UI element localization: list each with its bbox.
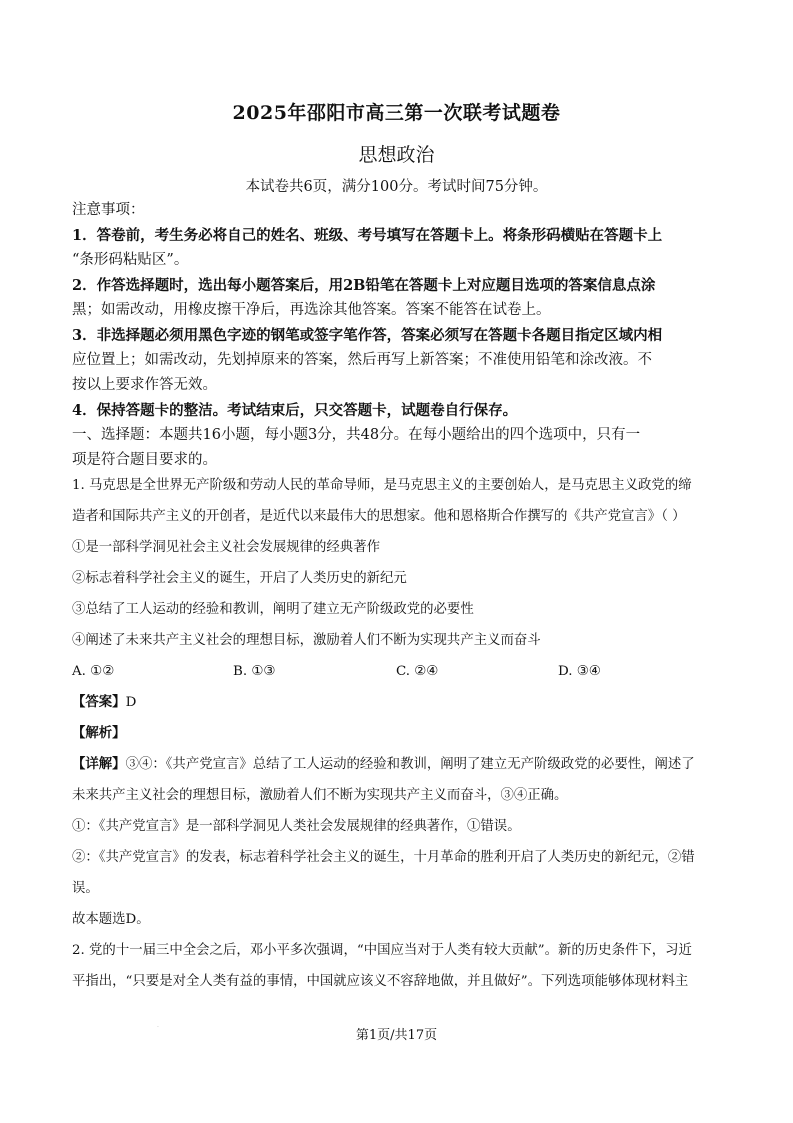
q1-options (72, 656, 724, 687)
page-footer: 第1页/共17页 (355, 1028, 438, 1043)
notice-4-line-1: 4．保持答题卡的整洁。考试结束后，只交答题卡，试题卷自行保存。 (72, 402, 518, 419)
notice-2-line-2: 黑；如需改动，用橡皮擦干净后，再选涂其他答案。答案不能答在试卷上。 (72, 302, 551, 318)
notice-3-line-2: 应位置上；如需改动，先划掉原来的答案，然后再写上新答案；不准使用铅笔和涂改液。不 (72, 352, 652, 368)
q1-stem-line-1: 1. 马克思是全世界无产阶级和劳动人民的革命导师，是马克思主义的主要创始人，是马克思主义政党的缔 (72, 478, 692, 493)
notice-section (72, 198, 724, 473)
q1-statement-4: ④阐述了未来共产主义社会的理想目标，激励着人们不断为实现共产主义而奋斗 (72, 633, 541, 648)
q1-statement-1: ①是一部科学洞见社会主义社会发展规律的经典著作 (72, 540, 380, 555)
q1-detail-line-2: 未来共产主义社会的理想目标，激励着人们不断为实现共产主义而奋斗，③④正确。 (72, 788, 568, 803)
section-heading-line-1: 一、选择题：本题共16小题，每小题3分，共48分。在每小题给出的四个选项中，只有一 (72, 427, 641, 443)
q1-statement-3: ③总结了工人运动的经验和教训，阐明了建立无产阶级政党的必要性 (72, 602, 474, 617)
q1-detail-line-3: ①：《共产党宣言》是一部科学洞见人类社会发展规律的经典著作，①错误。 (72, 819, 521, 834)
exam-info: 本试卷共6页，满分100分。考试时间75分钟。 (245, 179, 548, 195)
notice-2-line-1: 2．作答选择题时，选出每小题答案后，用2B铅笔在答题卡上对应题目选项的答案信息点涂 (72, 277, 656, 294)
q1-conclusion: 故本题选D。 (72, 912, 150, 927)
q1-statement-2: ②标志着科学社会主义的诞生，开启了人类历史的新纪元 (72, 571, 407, 586)
q1-detail-line-4: ②：《共产党宣言》的发表，标志着科学社会主义的诞生，十月革命的胜利开启了人类历史的新纪元，②错 (72, 850, 695, 865)
notice-1-line-2: “条形码粘贴区”。 (72, 252, 189, 268)
q1-answer-tag: 【答案】 (72, 694, 126, 710)
q1-option-a: A. ①② (72, 664, 115, 679)
notice-3-line-1: 3．非选择题必须用黑色字迹的钢笔或签字笔作答，答案必须写在答题卡各题目指定区域内相 (72, 327, 663, 344)
q1-analysis-tag: 【解析】 (72, 725, 126, 741)
q2-stem-line-2: 平指出，“只要是对全人类有益的事情，中国就应该义不容辞地做，并且做好”。下列选项能够体现材料主 (72, 974, 689, 989)
exam-title: 2025年邵阳市高三第一次联考试题卷 (232, 102, 561, 124)
q1-detail-line-1: ③④：《共产党宣言》总结了工人运动的经验和教训，阐明了建立无产阶级政党的必要性，阐述了 (125, 757, 695, 772)
exam-subject: 思想政治 (358, 144, 435, 166)
q1-option-d: D. ③④ (558, 664, 601, 679)
q2-stem-line-1: 2. 党的十一届三中全会之后，邓小平多次强调，“中国应当对于人类有较大贡献”。新的历史条件下，习近 (72, 943, 692, 958)
question-1 (72, 470, 724, 997)
q1-option-c: C. ②④ (396, 664, 439, 679)
section-heading-line-2: 项是符合题目要求的。 (72, 452, 217, 468)
q1-option-b: B. ①③ (233, 664, 276, 679)
q1-stem-line-2: 造者和国际共产主义的开创者，是近代以来最伟大的思想家。他和恩格斯合作撰写的《共产党宣言》（ ） (72, 509, 686, 524)
q1-answer: D (125, 695, 137, 710)
q1-detail-line-5: 误。 (72, 881, 99, 896)
q1-detail-tag: 【详解】 (72, 756, 126, 772)
notice-1-line-1: 1．答卷前，考生务必将自己的姓名、班级、考号填写在答题卡上。将条形码横贴在答题卡上 (72, 227, 663, 244)
notice-heading: 注意事项： (72, 202, 145, 218)
footer-dot: · (157, 1024, 159, 1031)
notice-3-line-3: 按以上要求作答无效。 (72, 377, 217, 393)
